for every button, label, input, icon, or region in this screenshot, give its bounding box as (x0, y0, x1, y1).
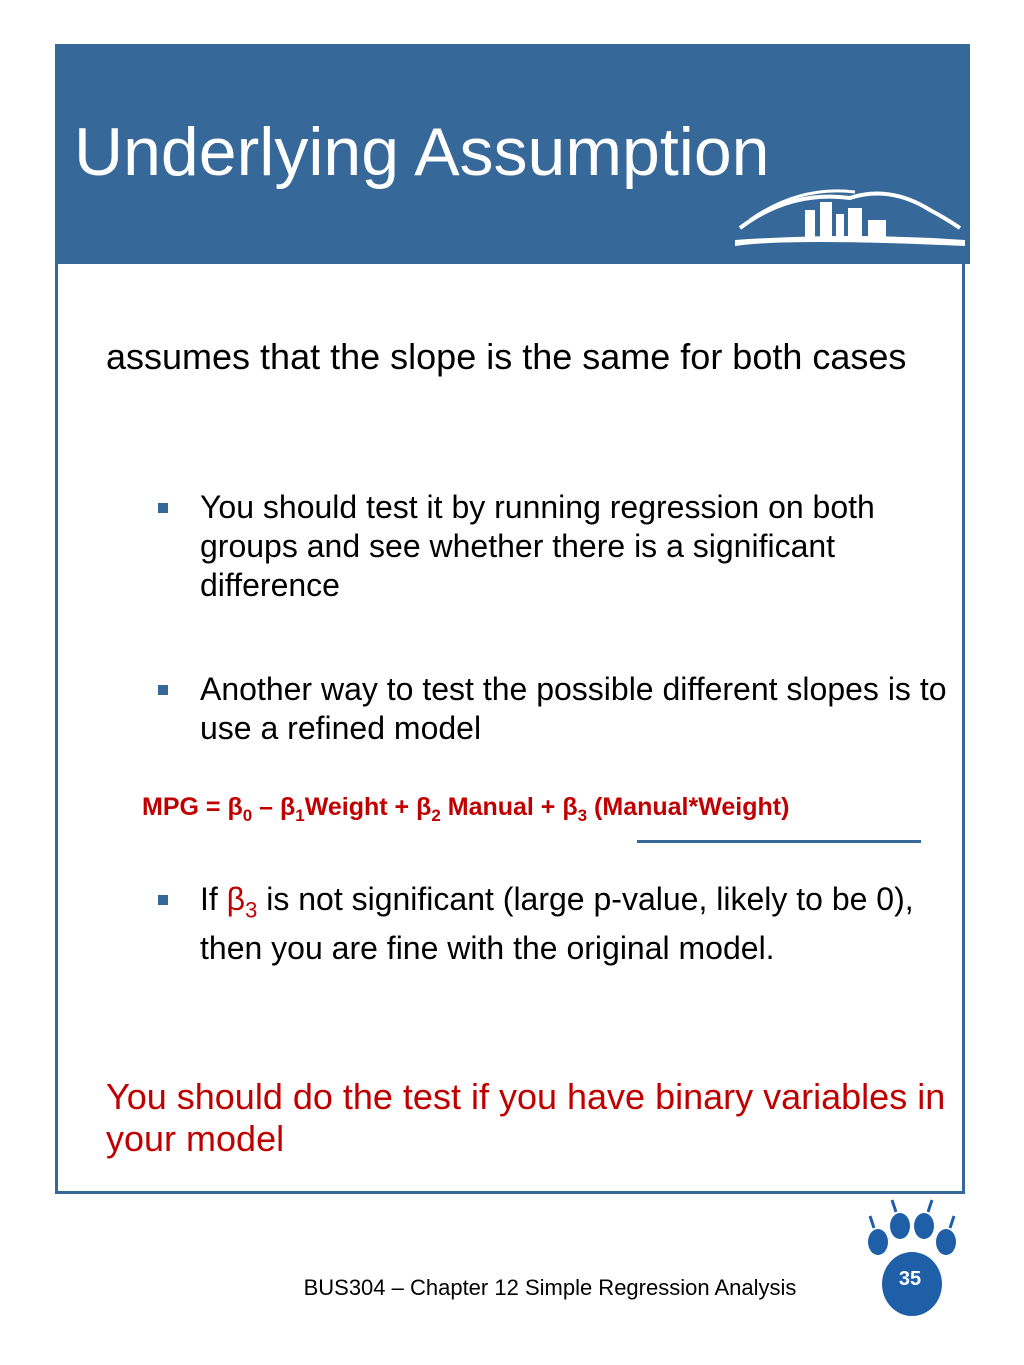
paw-print-icon (862, 1194, 962, 1324)
bullet-item (158, 488, 948, 605)
square-bullet-icon (158, 895, 168, 905)
bullet-item (158, 880, 948, 968)
bullet-text: Another way to test the possible different slopes is to use a refined model (200, 671, 947, 746)
closing-note: You should do the test if you have binary variables in your model (106, 1076, 946, 1159)
page-number: 35 (898, 1268, 922, 1290)
beta-symbol: β (226, 881, 246, 917)
regression-equation: MPG = $\beta_0$ – $\beta_1Weight + \beta_2$ Manual + $\beta_3$ (Manual*Weight) (142, 793, 790, 825)
slide-title: Underlying Assumption (74, 114, 770, 190)
bullet-item (158, 670, 948, 748)
square-bullet-icon (158, 503, 168, 513)
interaction-term-underline (637, 840, 921, 843)
footer-caption: BUS304 – Chapter 12 Simple Regression Analysis (303, 1275, 797, 1300)
square-bullet-icon (158, 685, 168, 695)
campus-skyline-logo (730, 180, 965, 250)
bullet-text: You should test it by running regression on both groups and see whether there is a significant difference (200, 489, 875, 603)
bullet-text: If $\beta_3$ is not significant (large p-value, likely to be 0), then you are fine with the original model. (200, 881, 914, 967)
lead-statement: assumes that the slope is the same for both cases (106, 336, 907, 377)
